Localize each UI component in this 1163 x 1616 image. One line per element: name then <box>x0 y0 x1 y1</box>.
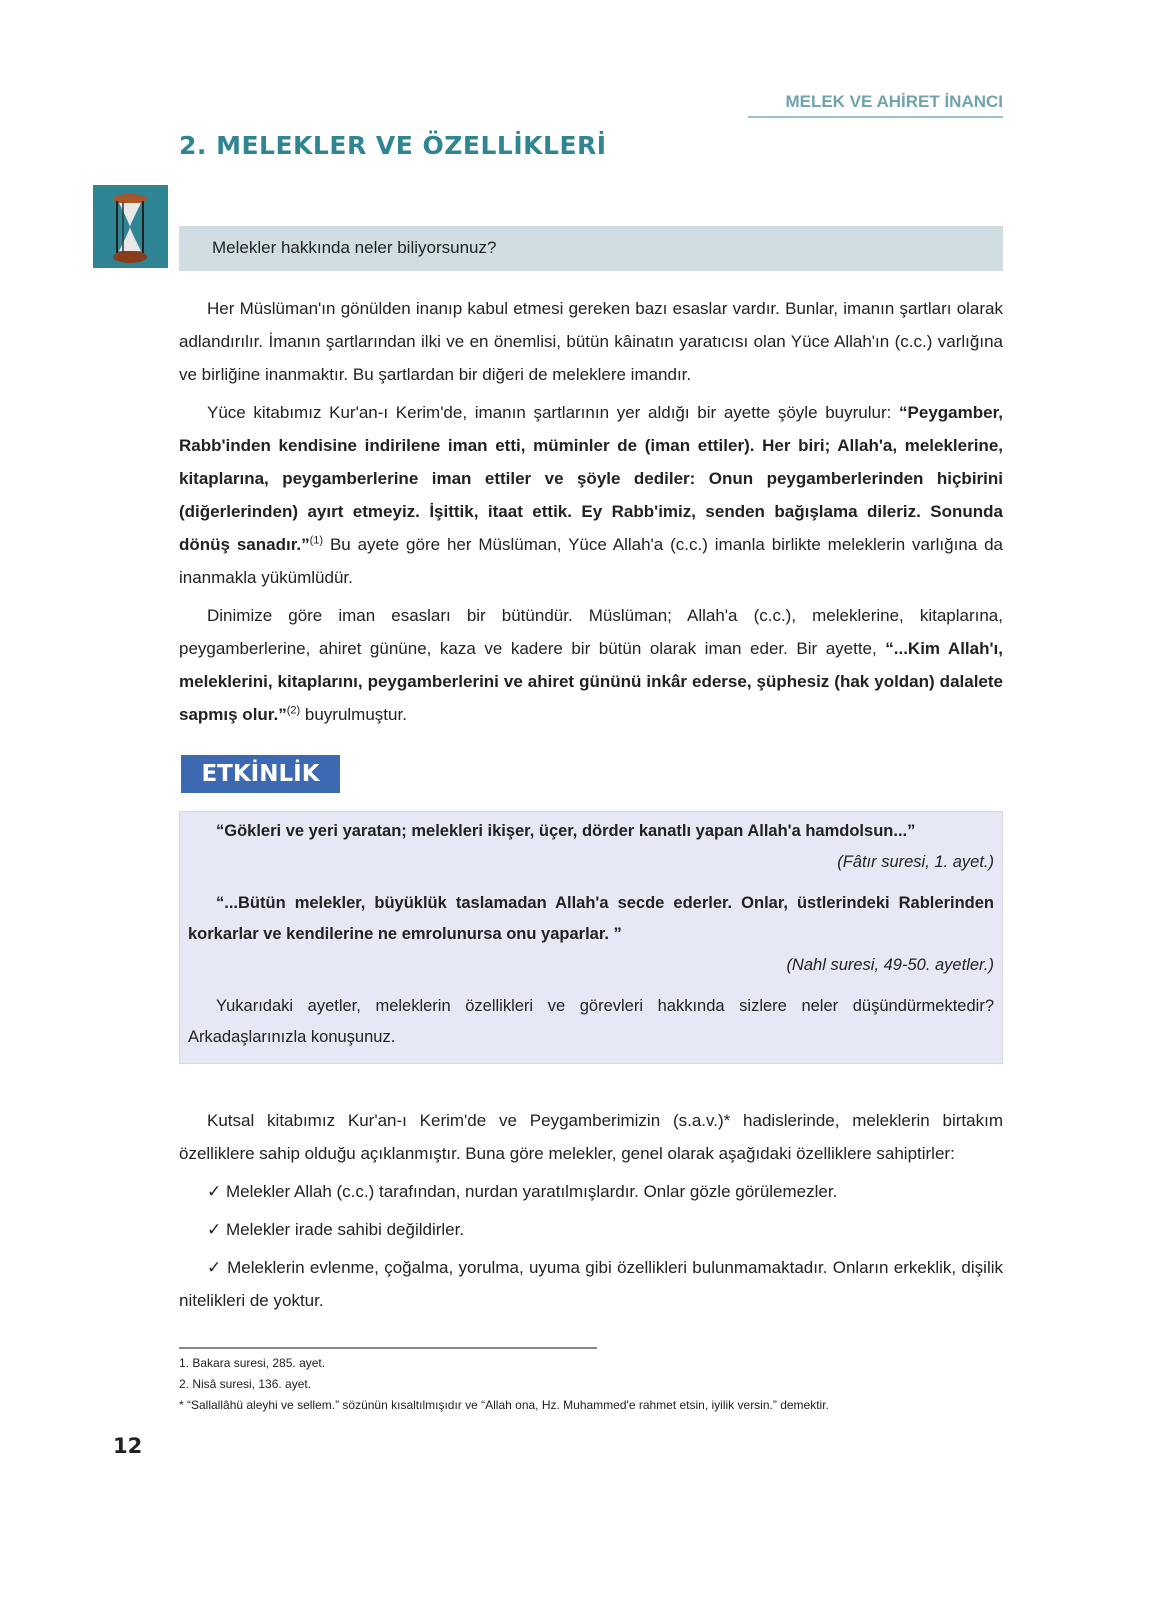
activity-label: ETKİNLİK <box>181 755 340 793</box>
check-item: ✓ Melekler Allah (c.c.) tarafından, nurdan yaratılmışlardır. Onlar gözle görülemezler. <box>207 1182 838 1201</box>
activity-question: Yukarıdaki ayetler, meleklerin özellikleri ve görevleri hakkında sizlere neler düşündürmektedir? Arkadaşlarınızla konuşunuz. <box>188 997 994 1046</box>
paragraph-3 <box>179 599 1003 731</box>
page-number: 12 <box>113 1434 143 1458</box>
section-title: 2. MELEKLER VE ÖZELLİKLERİ <box>179 131 607 160</box>
text: Yüce kitabımız Kur'an-ı Kerim'de, imanın şartlarının yer aldığı bir ayette şöyle buyrulur: <box>207 403 900 422</box>
verse-quote: “Peygamber, Rabb'inden kendisine indirilene iman etti, müminler de (iman ettiler). Her biri; Allah'a, meleklerine, kitaplarına, peygamberlerine iman ettiler ve şöyle dediler: Onun peygamberlerinden hiçbirini (diğerlerinden) ayırt etmeyiz. İşittik, itaat ettik. Ey Rabb'imiz, senden bağışlama dileriz. Sonunda dönüş sanadır.” <box>179 403 1003 554</box>
footnote-ref: (2) <box>286 704 301 717</box>
paragraph-4: Kutsal kitabımız Kur'an-ı Kerim'de ve Peygamberimizin (s.a.v.)* hadislerinde, meleklerin birtakım özelliklere sahip olduğu açıklanmıştır. Buna göre melekler, genel olarak aşağıdaki özelliklere sahiptirler: <box>179 1111 1003 1163</box>
footnote-ref: (1) <box>309 534 324 547</box>
activity-quote-2: “...Bütün melekler, büyüklük taslamadan Allah'a secde ederler. Onlar, üstlerindeki Rablerinden korkarlar ve kendilerine ne emrolunursa onu yaparlar. ” <box>188 894 994 943</box>
paragraph-2 <box>179 396 1003 594</box>
properties-text <box>179 1104 1003 1317</box>
verse-quote: “...Kim Allah'ı, meleklerini, kitaplarını, peygamberlerini ve ahiret gününü inkâr ederse, şüphesiz (hak yoldan) dalalete sapmış olur.” <box>179 639 1003 724</box>
text: Dinimize göre iman esasları bir bütündür. Müslüman; Allah'a (c.c.), meleklerine, kitaplarına, peygamberlerine, ahiret gününe, kaza ve kadere bir bütün olarak iman eder. Bir ayette, <box>179 606 1003 658</box>
check-item: ✓ Meleklerin evlenme, çoğalma, yorulma, uyuma gibi özellikleri bulunmamaktadır. Onların erkeklik, dişilik nitelikleri de yoktur. <box>179 1258 1003 1310</box>
running-header: MELEK VE AHİRET İNANCI <box>748 92 1003 118</box>
hourglass-icon <box>93 185 168 268</box>
footnotes <box>179 1353 1003 1416</box>
activity-box <box>179 811 1003 1064</box>
text: Bu ayete göre her Müslüman, Yüce Allah'a (c.c.) imanla birlikte meleklerin varlığına da inanmakla yükümlüdür. <box>179 535 1003 587</box>
intro-text <box>179 292 1003 731</box>
footnote: 1. Bakara suresi, 285. ayet. <box>179 1356 326 1370</box>
activity-source-2: (Nahl suresi, 49-50. ayetler.) <box>786 956 994 974</box>
paragraph-1: Her Müslüman'ın gönülden inanıp kabul etmesi gereken bazı esaslar vardır. Bunlar, imanın şartları olarak adlandırılır. İmanın şartlarından ilki ve en önemlisi, bütün kâinatın yaratıcısı olan Yüce Allah'ın (c.c.) varlığına ve birliğine inanmaktır. Bu şartlardan bir diğeri de meleklere imandır. <box>179 299 1003 384</box>
activity-quote-1: “Gökleri ve yeri yaratan; melekleri ikişer, üçer, dörder kanatlı yapan Allah'a hamdolsun...” <box>216 822 916 840</box>
activity-source-1: (Fâtır suresi, 1. ayet.) <box>837 853 994 871</box>
footnote: 2. Nisâ suresi, 136. ayet. <box>179 1377 312 1391</box>
footnote: * “Sallallâhü aleyhi ve sellem.” sözünün kısaltılmışıdır ve “Allah ona, Hz. Muhammed'e rahmet etsin, iyilik versin.” demektir. <box>179 1398 829 1412</box>
text: buyrulmuştur. <box>300 705 407 724</box>
main-column <box>113 0 1003 1498</box>
check-item: ✓ Melekler irade sahibi değildirler. <box>207 1220 465 1239</box>
footnote-divider <box>179 1347 597 1349</box>
question-text: Melekler hakkında neler biliyorsunuz? <box>212 238 497 257</box>
